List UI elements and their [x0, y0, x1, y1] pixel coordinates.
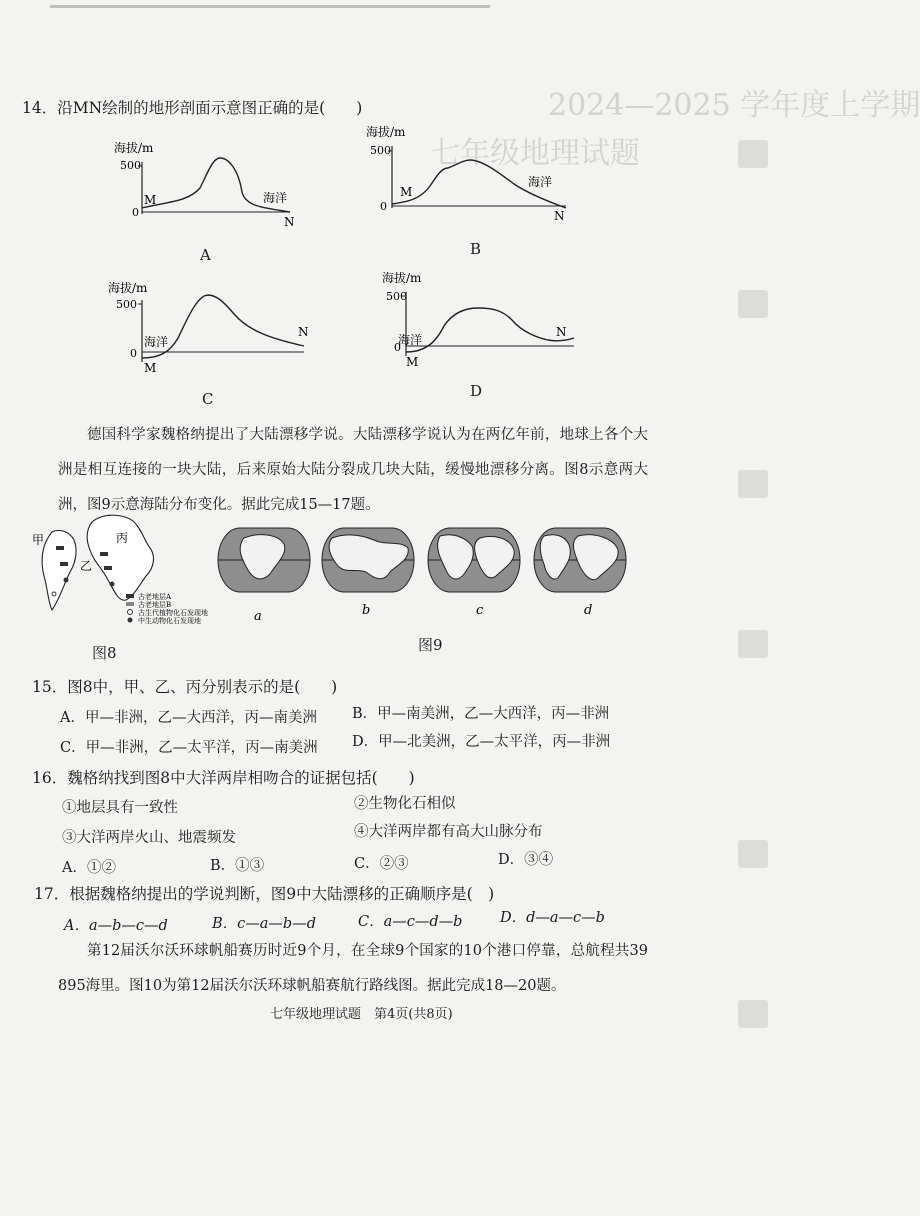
figure-9-map-d — [534, 528, 626, 618]
figure-8-caption: 图8 — [92, 644, 117, 662]
intro-paragraph-15-17 — [58, 418, 648, 523]
profile-b-point-n: N — [554, 209, 565, 223]
profile-b-chart — [366, 124, 576, 224]
profile-d-point-n: N — [556, 325, 567, 339]
question-15-option-a[interactable]: A．甲—非洲，乙—大西洋，丙—南美洲 — [60, 710, 317, 726]
profile-a-label: A — [200, 246, 211, 264]
bleed-through-subtitle: 七年级地理试题 — [430, 136, 640, 171]
profile-d-tick-zero: 0 — [394, 341, 401, 354]
profile-b-tick-zero: 0 — [380, 200, 387, 213]
figure-9-map-c-label: c — [476, 603, 484, 618]
profile-a-point-m: M — [144, 193, 157, 207]
intro-paragraph-18-20 — [58, 934, 648, 1004]
figure-9-map-a-label: a — [254, 609, 262, 624]
profile-a-tick-high: 500 — [120, 159, 141, 172]
figure-8-legend-4: 中生动物化石发现地 — [138, 617, 201, 625]
profile-c-label: C — [202, 390, 214, 408]
profile-c-ylabel: 海拔/m — [108, 281, 148, 295]
question-16-stem: 16．魏格纳找到图8中大洋两岸相吻合的证据包括( ) — [32, 769, 415, 787]
scan-edge-line — [50, 5, 490, 8]
question-17-option-c[interactable]: C．a—c—d—b — [358, 914, 463, 930]
profile-d-label: D — [470, 382, 483, 400]
figure-8-legend-2: 古老地层B — [138, 601, 172, 609]
margin-mark — [738, 140, 768, 168]
figure-9-maps — [214, 522, 634, 622]
figure-9-caption: 图9 — [418, 636, 443, 654]
profile-c-point-m: M — [144, 361, 157, 375]
margin-mark — [738, 1000, 768, 1028]
margin-mark — [738, 840, 768, 868]
figure-8-label-bing: 丙 — [116, 531, 129, 545]
profile-c-tick-high: 500 — [116, 298, 137, 311]
question-16-statement-2: ②生物化石相似 — [354, 796, 456, 812]
question-15-option-d[interactable]: D．甲—北美洲，乙—太平洋，丙—非洲 — [352, 734, 611, 750]
question-15-option-c[interactable]: C．甲—非洲，乙—太平洋，丙—南美洲 — [60, 740, 318, 756]
margin-mark — [738, 290, 768, 318]
profile-a-chart — [108, 140, 298, 230]
intro-text-15-17: 德国科学家魏格纳提出了大陆漂移学说。大陆漂移学说认为在两亿年前，地球上各个大洲是相互连接的一块大陆，后来原始大陆分裂成几块大陆，缓慢地漂移分离。图8示意两大洲，图9示意海陆分布变化。据此完成15—17题。 — [58, 427, 648, 513]
question-17-option-a[interactable]: A．a—b—c—d — [64, 918, 168, 934]
profile-d-tick-high: 500 — [386, 290, 407, 303]
figure-9-map-a — [218, 528, 310, 624]
margin-mark — [738, 630, 768, 658]
intro-text-18-20: 第12届沃尔沃环球帆船赛历时近9个月，在全球9个国家的10个港口停靠，总航程共39 895海里。图10为第12届沃尔沃环球帆船赛航行路线图。据此完成18—20题。 — [58, 943, 648, 994]
question-14-stem: 14．沿MN绘制的地形剖面示意图正确的是( ) — [22, 99, 363, 117]
figure-8-label-yi: 乙 — [80, 559, 93, 573]
question-17-option-d[interactable]: D．d—a—c—b — [500, 910, 605, 926]
profile-b-ylabel: 海拔/m — [366, 125, 406, 139]
question-16-statement-4: ④大洋两岸都有高大山脉分布 — [354, 824, 543, 840]
profile-b-label: B — [470, 240, 482, 258]
profile-d-ocean: 海洋 — [398, 333, 423, 347]
figure-8-legend-3: 古生代植物化石发现地 — [138, 609, 208, 617]
profile-a-ocean: 海洋 — [263, 191, 288, 205]
profile-b-tick-high: 500 — [370, 144, 391, 157]
profile-c-ocean: 海洋 — [144, 335, 169, 349]
profile-d-chart — [372, 270, 582, 370]
profile-b-point-m: M — [400, 185, 413, 199]
question-16-option-d[interactable]: D．③④ — [498, 852, 554, 868]
profile-d-ylabel: 海拔/m — [382, 271, 422, 285]
question-16-option-a[interactable]: A．①② — [62, 860, 116, 876]
question-16-option-b[interactable]: B．①③ — [210, 858, 265, 874]
profile-a-point-n: N — [284, 215, 295, 229]
profile-a-ylabel: 海拔/m — [114, 141, 154, 155]
profile-c-chart — [108, 280, 318, 380]
profile-b-ocean: 海洋 — [528, 175, 553, 189]
figure-8-legend-1: 古老地层A — [138, 593, 172, 601]
figure-9-map-d-label: d — [584, 603, 593, 618]
figure-9-map-b — [322, 528, 414, 618]
profile-c-tick-zero: 0 — [130, 347, 137, 360]
question-17-option-b[interactable]: B．c—a—b—d — [212, 916, 316, 932]
profile-d-point-m: M — [406, 355, 419, 369]
profile-c-point-n: N — [298, 325, 309, 339]
question-15-stem: 15．图8中，甲、乙、丙分别表示的是( ) — [32, 678, 338, 696]
page-footer: 七年级地理试题 第4页(共8页) — [270, 1007, 453, 1022]
figure-9-map-b-label: b — [362, 603, 371, 618]
profile-a-tick-zero: 0 — [132, 206, 139, 219]
question-17-stem: 17．根据魏格纳提出的学说判断，图9中大陆漂移的正确顺序是( ) — [34, 885, 495, 903]
figure-8-label-jia: 甲 — [32, 533, 45, 547]
bleed-through-title: 2024—2025 学年度上学期 — [548, 88, 920, 123]
question-16-option-c[interactable]: C．②③ — [354, 856, 409, 872]
question-16-statement-3: ③大洋两岸火山、地震频发 — [62, 830, 236, 846]
question-16-statement-1: ①地层具有一致性 — [62, 800, 178, 816]
margin-mark — [738, 470, 768, 498]
figure-8-map — [30, 510, 230, 630]
question-15-option-b[interactable]: B．甲—南美洲，乙—大西洋，丙—非洲 — [352, 706, 610, 722]
figure-9-map-c — [428, 528, 520, 618]
